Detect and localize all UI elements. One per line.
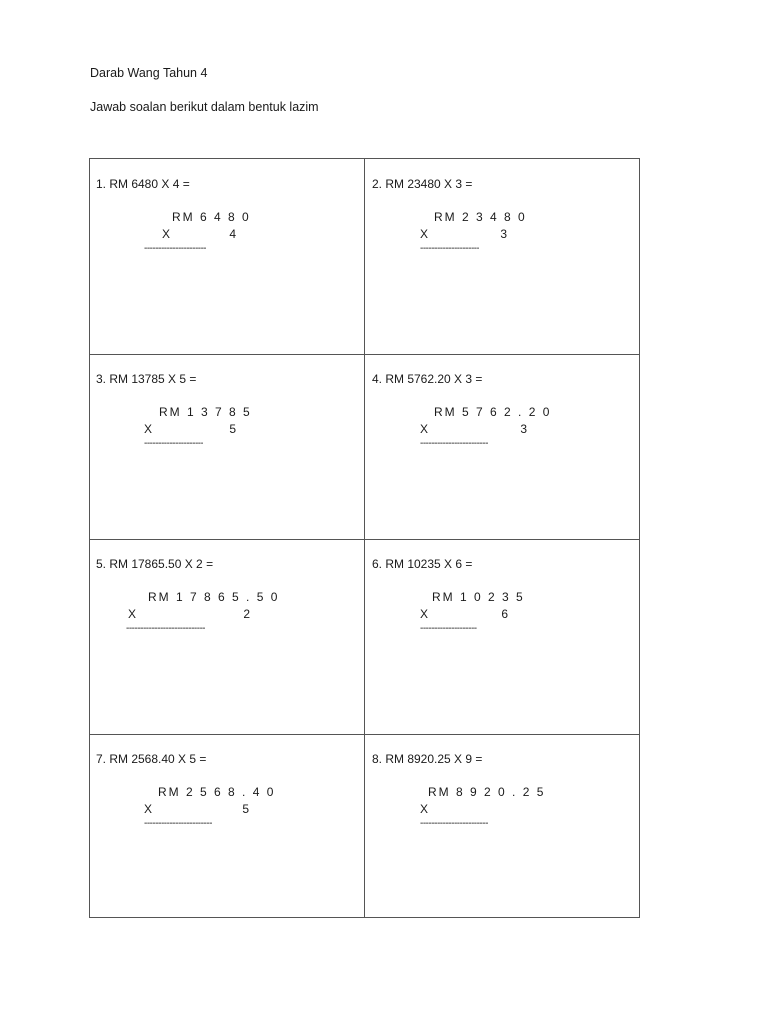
multiply-sign: X: [420, 422, 429, 436]
multiply-sign: X: [128, 607, 137, 621]
multiplier-value: 3: [520, 422, 527, 436]
amount-value: RM 1 3 7 8 5: [159, 405, 252, 419]
amount-value: RM 2 5 6 8 . 4 0: [158, 785, 276, 799]
amount-value: RM 5 7 6 2 . 2 0: [434, 405, 552, 419]
amount-value: RM 1 0 2 3 5: [432, 590, 525, 604]
worksheet-title: Darab Wang Tahun 4: [90, 66, 208, 80]
multiplier-value: 2: [243, 607, 250, 621]
multiply-sign: X: [420, 802, 429, 816]
multiply-sign: X: [144, 422, 153, 436]
grid-divider-vertical: [364, 159, 365, 917]
amount-value: RM 6 4 8 0: [172, 210, 251, 224]
question-label: 6. RM 10235 X 6 =: [372, 557, 473, 571]
question-label: 3. RM 13785 X 5 =: [96, 372, 197, 386]
answer-line: ----------------------: [144, 243, 207, 254]
multiply-sign: X: [420, 227, 429, 241]
multiplier-value: 6: [501, 607, 508, 621]
question-label: 2. RM 23480 X 3 =: [372, 177, 473, 191]
answer-line: ------------------------: [420, 818, 488, 829]
amount-value: RM 1 7 8 6 5 . 5 0: [148, 590, 280, 604]
worksheet-instruction: Jawab soalan berikut dalam bentuk lazim: [90, 100, 319, 114]
answer-line: --------------------: [420, 623, 477, 634]
grid-divider-row-2: [90, 539, 639, 540]
answer-line: ----------------------------: [126, 623, 206, 634]
multiply-sign: X: [144, 802, 153, 816]
question-label: 5. RM 17865.50 X 2 =: [96, 557, 214, 571]
question-label: 1. RM 6480 X 4 =: [96, 177, 190, 191]
question-label: 7. RM 2568.40 X 5 =: [96, 752, 207, 766]
question-label: 8. RM 8920.25 X 9 =: [372, 752, 483, 766]
multiplier-value: 3: [500, 227, 507, 241]
multiplier-value: 5: [229, 422, 236, 436]
multiply-sign: X: [162, 227, 171, 241]
multiply-sign: X: [420, 607, 429, 621]
grid-divider-row-1: [90, 354, 639, 355]
amount-value: RM 2 3 4 8 0: [434, 210, 527, 224]
answer-line: ---------------------: [144, 438, 204, 449]
answer-line: ------------------------: [144, 818, 212, 829]
answer-line: ---------------------: [420, 243, 480, 254]
question-label: 4. RM 5762.20 X 3 =: [372, 372, 483, 386]
amount-value: RM 8 9 2 0 . 2 5: [428, 785, 546, 799]
multiplier-value: 4: [229, 227, 236, 241]
multiplier-value: 5: [242, 802, 249, 816]
answer-line: ------------------------: [420, 438, 488, 449]
question-grid: [89, 158, 640, 918]
grid-divider-row-3: [90, 734, 639, 735]
